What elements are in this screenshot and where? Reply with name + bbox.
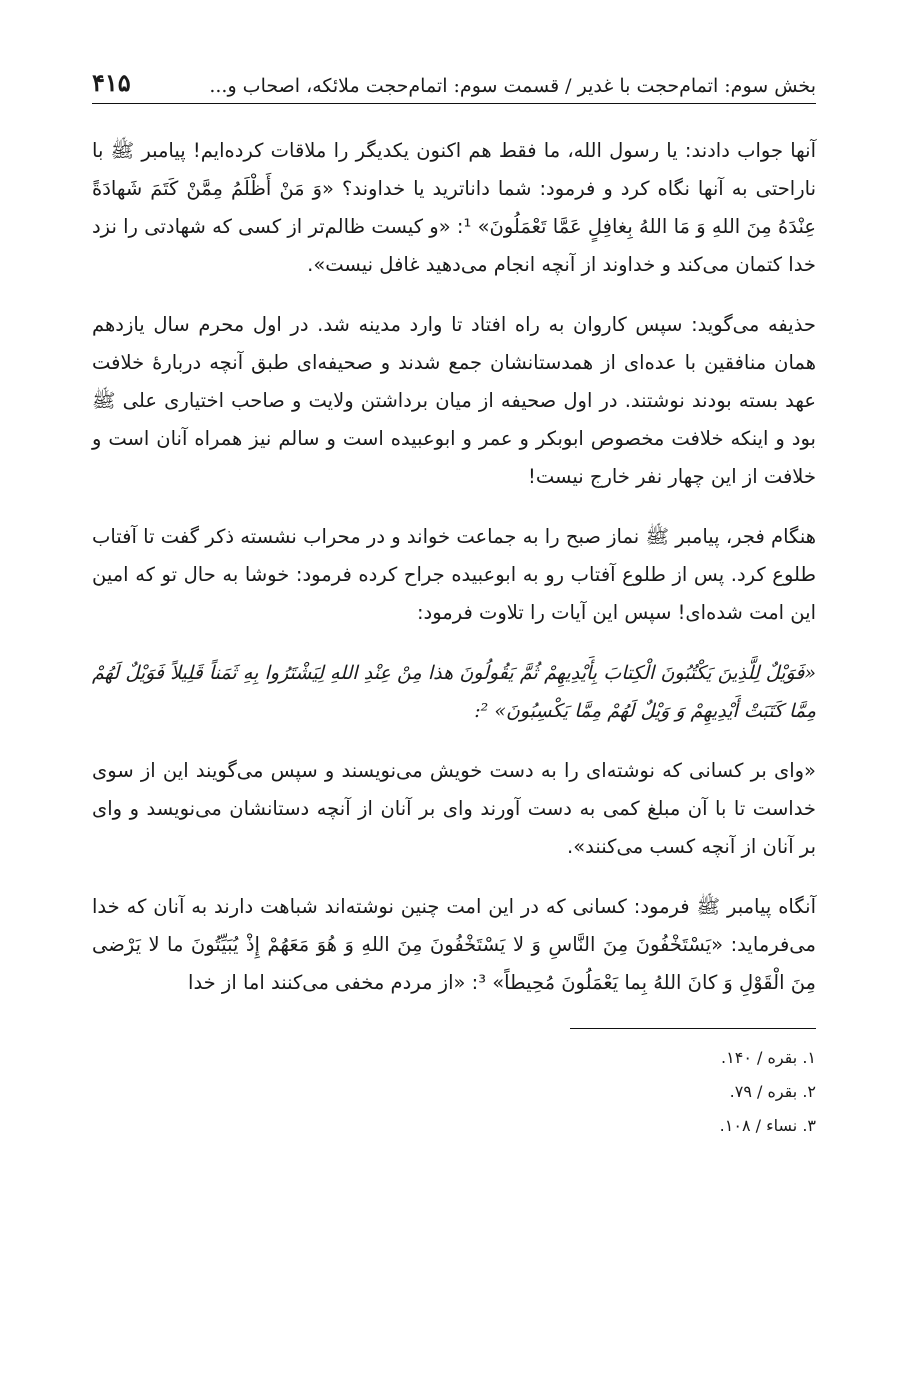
running-title: بخش سوم: اتمام‌حجت با غدیر / قسمت سوم: اتمام‌حجت ملائکه، اصحاب و... bbox=[209, 75, 816, 97]
page-header bbox=[92, 68, 816, 104]
paragraph: حذیفه می‌گوید: سپس کاروان به راه افتاد تا وارد مدینه شد. در اول محرم سال یازدهم همان منافقین با عده‌ای از همدستانشان جمع شدند و صحیفه‌ای طبق آنچه دربارهٔ خلافت عهد بسته بودند نوشتند. در اول صحیفه از میان برداشتن ولایت و صاحب اختیاری علی ﷺ بود و اینکه خلافت مخصوص ابوبکر و عمر و ابوعبیده است و سالم نیز همراه آنان است و خلافت از این چهار نفر خارج نیست! bbox=[92, 313, 816, 488]
page-body bbox=[92, 132, 816, 1002]
footnote: ۳. نساء / ۱۰۸. bbox=[719, 1116, 816, 1135]
paragraph: آنها جواب دادند: یا رسول الله، ما فقط هم اکنون یکدیگر را ملاقات کرده‌ایم! پیامبر ﷺ با ناراحتی به آنها نگاه کرد و فرمود: شما داناترید یا خداوند؟ «وَ مَنْ أَظْلَمُ مِمَّنْ كَتَمَ شَهادَةً عِنْدَهُ مِنَ اللهِ وَ مَا اللهُ بِغافِلٍ عَمَّا تَعْمَلُونَ» ¹: «و کیست ظالم‌تر از کسی که شهادتی را نزد خدا کتمان می‌کند و خداوند از آنچه انجام می‌دهید غافل نیست». bbox=[92, 139, 816, 276]
paragraph: «وای بر کسانی که نوشته‌ای را به دست خویش می‌نویسند و سپس می‌گویند این از سوی خداست تا با آن مبلغ کمی به دست آورند وای بر آنان از آنچه دستانشان می‌نویسد و وای بر آنان از آنچه کسب می‌کنند». bbox=[92, 759, 816, 858]
paragraph: هنگام فجر، پیامبر ﷺ نماز صبح را به جماعت خواند و در محراب نشسته ذکر گفت تا آفتاب طلوع کرد. پس از طلوع آفتاب رو به ابوعبیده جراح کرده فرمود: خوشا به حال تو که امین این امت شده‌ای! سپس این آیات را تلاوت فرمود: bbox=[92, 525, 816, 624]
book-page bbox=[92, 68, 816, 1143]
quran-verse: «فَوَيْلٌ لِلَّذِينَ يَكْتُبُونَ الْكِتابَ بِأَيْدِيهِمْ ثُمَّ يَقُولُونَ هذا مِنْ عِنْدِ اللهِ لِيَشْتَرُوا بِهِ ثَمَناً قَلِيلاً فَوَيْلٌ لَهُمْ مِمَّا كَتَبَتْ أَيْدِيهِمْ وَ وَيْلٌ لَهُمْ مِمَّا يَكْسِبُونَ» ²: bbox=[92, 662, 816, 722]
footnote: ۱. بقره / ۱۴۰. bbox=[721, 1048, 816, 1067]
footnote-divider bbox=[570, 1028, 816, 1029]
footnotes bbox=[92, 1041, 816, 1143]
page-number: ۴۱۵ bbox=[92, 68, 131, 97]
paragraph: آنگاه پیامبر ﷺ فرمود: کسانی که در این امت چنین نوشته‌اند شباهت دارند به آنان که خدا می‌فرماید: «يَسْتَخْفُونَ مِنَ النَّاسِ وَ لا يَسْتَخْفُونَ مِنَ اللهِ وَ هُوَ مَعَهُمْ إِذْ يُبَيِّتُونَ ما لا يَرْضى مِنَ الْقَوْلِ وَ كانَ اللهُ بِما يَعْمَلُونَ مُحِيطاً» ³: «از مردم مخفی می‌کنند اما از خدا bbox=[92, 895, 816, 994]
footnote: ۲. بقره / ۷۹. bbox=[729, 1082, 816, 1101]
